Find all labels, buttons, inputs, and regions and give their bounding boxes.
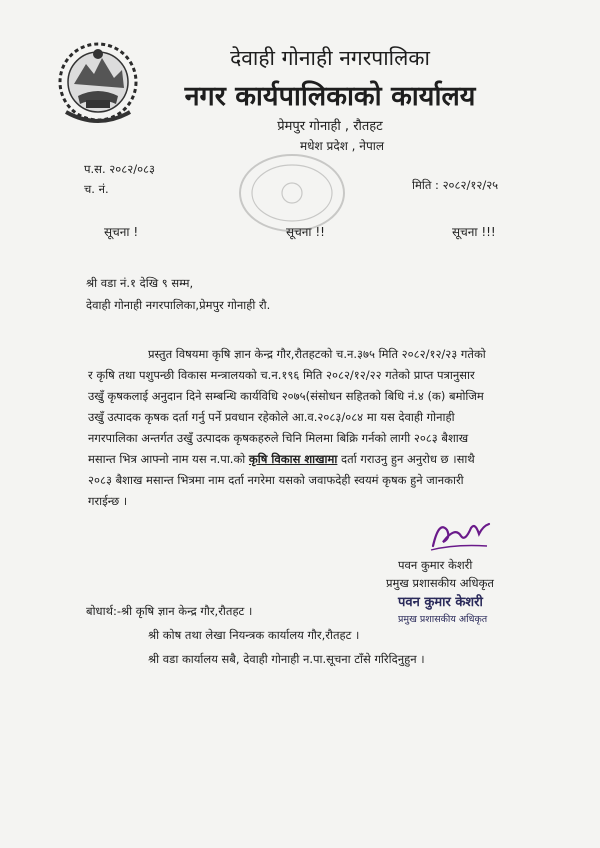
agriculture-section-highlight: कृषि विकास शाखामा [248, 452, 338, 466]
municipality-name: देवाही गोनाही नगरपालिका [230, 46, 430, 70]
signatory-stamp-name: पवन कुमार केशरी [398, 595, 483, 610]
body-line: मसान्त भित्र आफ्नो नाम यस न.पा.को कृषि विकास शाखामा दर्ता गराउनु हुन अनुरोध छ ।साथै [88, 452, 475, 466]
body-line: उखुँ उत्पादक कृषक दर्ता गर्नु पर्ने प्रवधान रहेकोले आ.व.२०८३/०८४ मा यस देवाही गोनाही [88, 410, 455, 424]
notice-heading-3: सूचना !!! [452, 225, 496, 239]
body-line: गराईन्छ । [88, 494, 128, 508]
body-line: २०८३ बैशाख मसान्त भित्रमा नाम दर्ता नगरेमा यसको जवाफदेही स्वयमं कृषक हुने जानकारी [88, 473, 464, 487]
signatory-stamp-title: प्रमुख प्रशासकीय अधिकृत [398, 614, 488, 625]
body-line: प्रस्तुत विषयमा कृषि ज्ञान केन्द्र गौर,रौतहटको च.न.३७५ मिति २०८२/१२/२३ गतेको [148, 347, 486, 361]
recipient-line-1: श्री वडा नं.१ देखि ९ सम्म, [86, 276, 194, 290]
body-paragraph [88, 344, 536, 512]
body-line: उखुँ कृषकलाई अनुदान दिने सम्बन्धि कार्यविधि २०७५(संसोधन सहितको बिधि नं.४ (क) बमोजिम [88, 389, 484, 403]
notice-heading-1: सूचना ! [104, 225, 139, 239]
signatory-name: पवन कुमार केशरी [398, 558, 473, 572]
cc-line-2: श्री कोष तथा लेखा नियन्त्रक कार्यालय गौर,रौतहट । [148, 628, 360, 642]
reference-number: प.स. २०८२/०८३ [84, 162, 156, 176]
body-line: र कृषि तथा पशुपन्छी विकास मन्त्रालयको च.न.१९६ मिति २०८२/१२/२२ गतेको प्राप्त पत्रानुसार [88, 368, 475, 382]
notice-heading-2: सूचना !! [286, 225, 325, 239]
signature-icon [425, 512, 495, 556]
office-name: नगर कार्यपालिकाको कार्यालय [184, 81, 476, 112]
body-line: नगरपालिका अन्तर्गत उखुँ उत्पादक कृषकहरुले चिनि मिलमा बिक्रि गर्नको लागी २०८३ बैशाख [88, 431, 469, 445]
signatory-title: प्रमुख प्रशासकीय अधिकृत [386, 576, 494, 590]
province-name: मधेश प्रदेश , नेपाल [299, 139, 385, 153]
recipient-line-2: देवाही गोनाही नगरपालिका,प्रेमपुर गोनाही रौ. [86, 298, 271, 312]
letter-date: मिति : २०८२/१२/२५ [412, 178, 499, 192]
cc-line-3: श्री वडा कार्यालय सबै, देवाही गोनाही न.पा.सूचना टाँसे गरिदिनुहुन । [148, 652, 425, 666]
office-address: प्रेमपुर गोनाही , रौतहट [277, 119, 383, 134]
cc-line-1: बोधार्थ:-श्री कृषि ज्ञान केन्द्र गौर,रौतहट । [86, 604, 253, 618]
dispatch-number: च. नं. [84, 182, 109, 196]
